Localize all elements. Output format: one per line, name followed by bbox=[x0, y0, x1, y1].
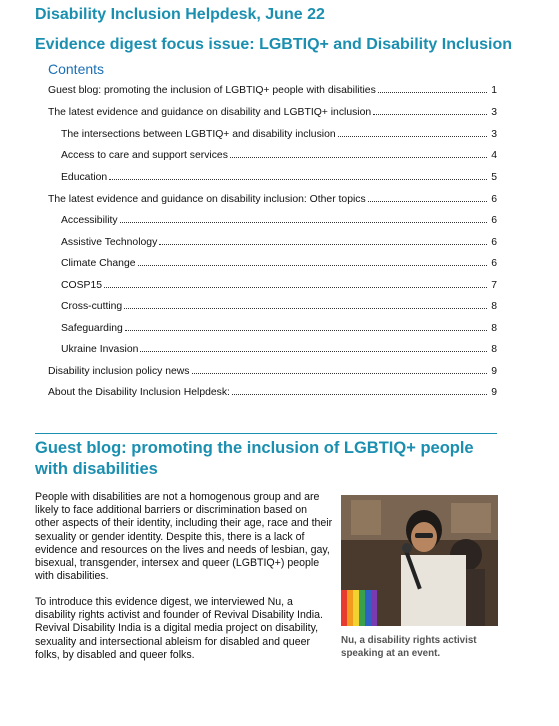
toc-entry-title: Assistive Technology bbox=[61, 237, 158, 248]
section-divider bbox=[35, 433, 497, 434]
toc-entry-page: 8 bbox=[491, 301, 497, 312]
toc-leader-dots bbox=[124, 308, 487, 309]
toc-entry[interactable] bbox=[61, 343, 497, 357]
photo-caption: Nu, a disability rights activist speaking at an event. bbox=[341, 635, 477, 659]
toc-entry-title: Ukraine Invasion bbox=[61, 344, 139, 355]
toc-entry-page: 8 bbox=[491, 323, 497, 334]
toc-entry[interactable] bbox=[61, 236, 497, 250]
activist-photo bbox=[341, 495, 498, 626]
toc-entry-page: 5 bbox=[491, 172, 497, 183]
toc-entry[interactable] bbox=[61, 128, 497, 142]
toc-leader-dots bbox=[230, 157, 487, 158]
toc-leader-dots bbox=[125, 330, 487, 331]
document-header-title: Disability Inclusion Helpdesk, June 22 bbox=[35, 6, 325, 23]
toc-leader-dots bbox=[338, 136, 487, 137]
toc-leader-dots bbox=[192, 373, 488, 374]
toc-entry[interactable] bbox=[48, 365, 497, 379]
toc-entry-page: 4 bbox=[491, 150, 497, 161]
toc-entry[interactable] bbox=[61, 171, 497, 185]
toc-entry-page: 6 bbox=[491, 237, 497, 248]
toc-entry-page: 3 bbox=[491, 107, 497, 118]
toc-entry-title: Access to care and support services bbox=[61, 150, 228, 161]
blog-paragraph-1: People with disabilities are not a homogenous group and are likely to face additional barriers or discrimination based on other aspects of their identity, including their age, race and their sexuality or gender identity. Despite this, there is a lack of evidence and resources on the lives and needs of lesbian, gay, bisexual, transgender, intersex and queer (LGBTIQ+) people with disabilities. bbox=[35, 491, 333, 583]
toc-leader-dots bbox=[120, 222, 487, 223]
toc-entry-title: COSP15 bbox=[61, 280, 103, 291]
blog-paragraph-2: To introduce this evidence digest, we interviewed Nu, a disability rights activist and founder of Revival Disability India. Revival Disability India is a digital media project on disability, sexuality and intersectional ableism for disabled and queer folks, by disabled and queer folks. bbox=[35, 596, 323, 661]
toc-entry-title: The intersections between LGBTIQ+ and disability inclusion bbox=[61, 129, 336, 140]
toc-entry[interactable] bbox=[61, 214, 497, 228]
toc-entry-title: Disability inclusion policy news bbox=[48, 366, 190, 377]
toc-entry-title: Safeguarding bbox=[61, 323, 123, 334]
toc-entry-title: Cross-cutting bbox=[61, 301, 123, 312]
toc-entry-title: About the Disability Inclusion Helpdesk: bbox=[48, 387, 230, 398]
blog-heading: Guest blog: promoting the inclusion of LGBTIQ+ people with disabilities bbox=[35, 439, 474, 478]
toc-entry-page: 9 bbox=[491, 366, 497, 377]
toc-entry-page: 6 bbox=[491, 215, 497, 226]
toc-leader-dots bbox=[159, 244, 487, 245]
toc-entry-page: 1 bbox=[491, 85, 497, 96]
toc-entry-page: 3 bbox=[491, 129, 497, 140]
toc-entry[interactable] bbox=[61, 149, 497, 163]
toc-leader-dots bbox=[368, 201, 487, 202]
toc-entry-title: The latest evidence and guidance on disability inclusion: Other topics bbox=[48, 194, 366, 205]
toc-entry-page: 6 bbox=[491, 258, 497, 269]
toc-entry-page: 8 bbox=[491, 344, 497, 355]
toc-entry[interactable] bbox=[48, 106, 497, 120]
toc-leader-dots bbox=[232, 394, 487, 395]
toc-entry-page: 7 bbox=[491, 280, 497, 291]
contents-heading: Contents bbox=[48, 61, 105, 77]
toc-leader-dots bbox=[373, 114, 487, 115]
toc-entry-title: Guest blog: promoting the inclusion of LGBTIQ+ people with disabilities bbox=[48, 85, 376, 96]
toc-entry-title: Accessibility bbox=[61, 215, 118, 226]
toc-leader-dots bbox=[138, 265, 487, 266]
toc-entry-title: The latest evidence and guidance on disability and LGBTIQ+ inclusion bbox=[48, 107, 372, 118]
toc-leader-dots bbox=[378, 92, 487, 93]
toc-entry[interactable] bbox=[48, 386, 497, 400]
focus-issue-heading: Evidence digest focus issue: LGBTIQ+ and Disability Inclusion bbox=[35, 36, 512, 53]
toc-leader-dots bbox=[109, 179, 487, 180]
toc-entry[interactable] bbox=[48, 193, 497, 207]
toc-entry-title: Education bbox=[61, 172, 108, 183]
toc-entry[interactable] bbox=[61, 257, 497, 271]
toc-entry-page: 6 bbox=[491, 194, 497, 205]
toc-entry[interactable] bbox=[48, 84, 497, 98]
toc-leader-dots bbox=[140, 351, 487, 352]
toc-entry[interactable] bbox=[61, 300, 497, 314]
toc-leader-dots bbox=[104, 287, 487, 288]
toc-entry[interactable] bbox=[61, 322, 497, 336]
toc-entry-title: Climate Change bbox=[61, 258, 136, 269]
toc-entry-page: 9 bbox=[491, 387, 497, 398]
toc-entry[interactable] bbox=[61, 279, 497, 293]
